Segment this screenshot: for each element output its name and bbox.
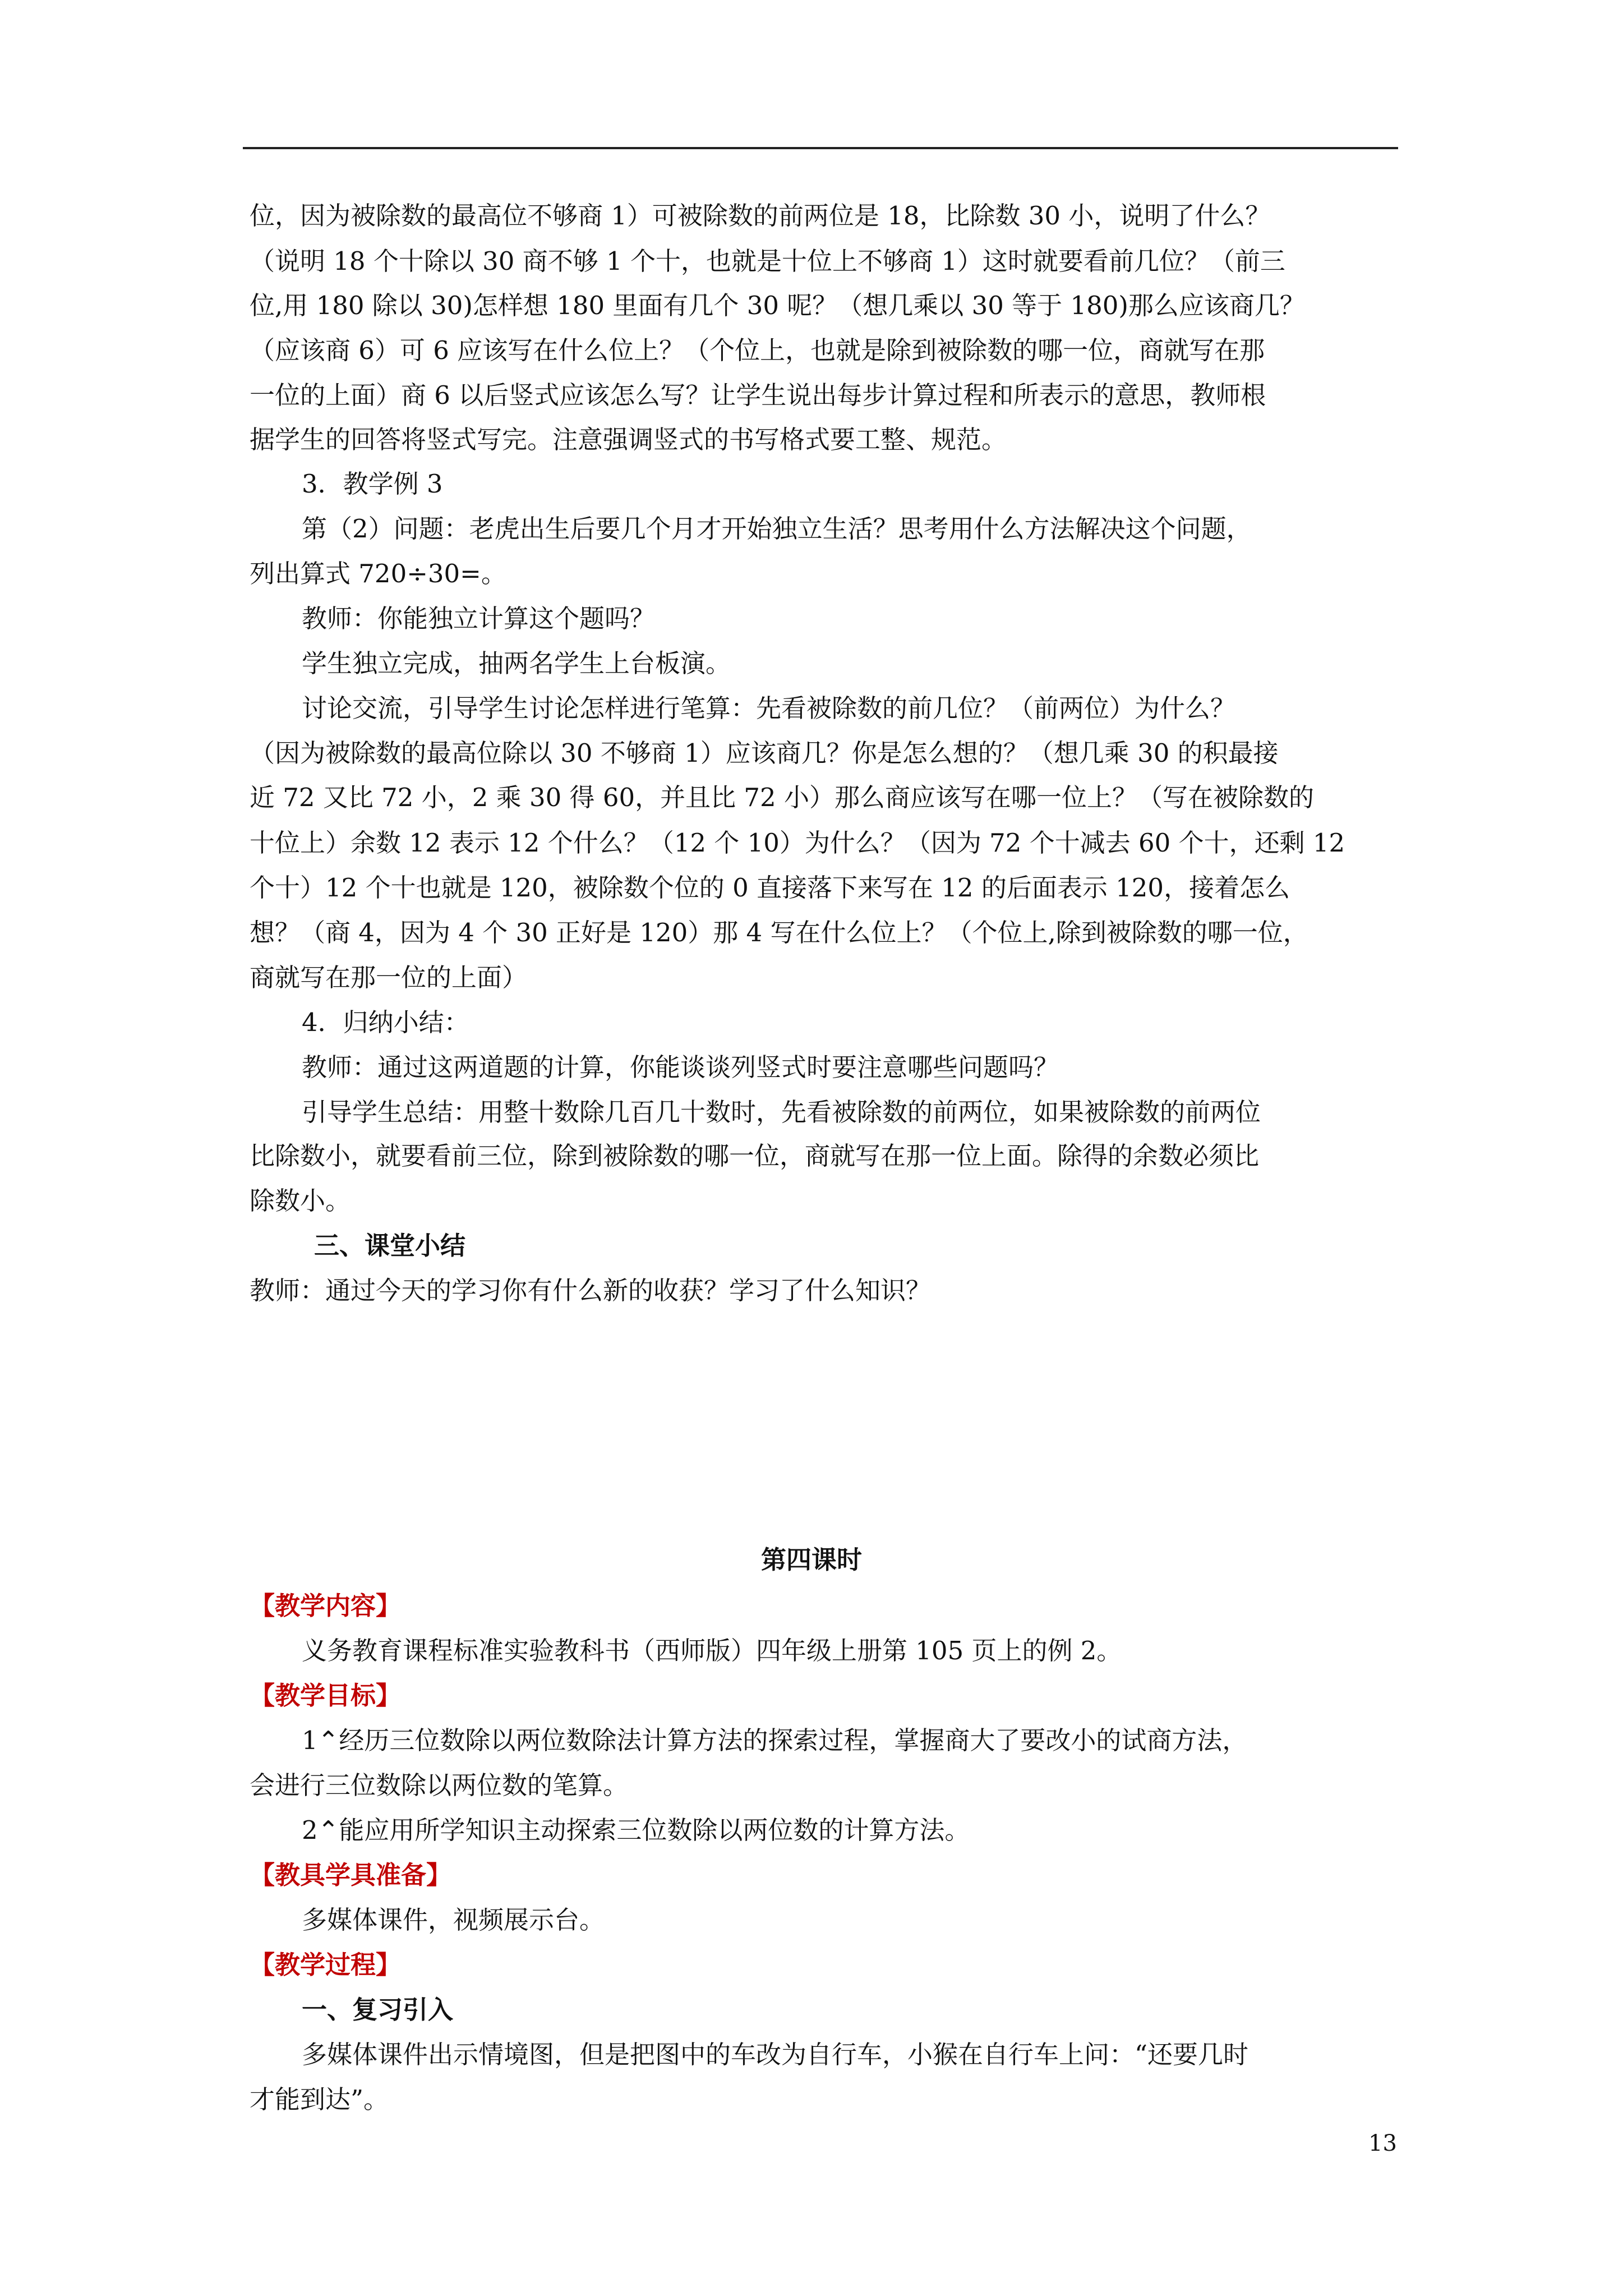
text-line: 才能到达”。	[250, 2085, 389, 2114]
text-line: 一位的上面）商 6 以后竖式应该怎么写？让学生说出每步计算过程和所表示的意思，教师根	[250, 380, 1266, 410]
text-line: 1⌃经历三位数除以两位数除法计算方法的探索过程，掌握商大了要改小的试商方法，	[302, 1726, 1248, 1755]
text-line: 据学生的回答将竖式写完。注意强调竖式的书写格式要工整、规范。	[250, 425, 1007, 454]
text-line: （因为被除数的最高位除以 30 不够商 1）应该商几？你是怎么想的？（想几乘 30 的积最接	[250, 738, 1279, 768]
text-line: 学生独立完成，抽两名学生上台板演。	[302, 648, 731, 678]
text-line: （应该商 6）可 6 应该写在什么位上？（个位上，也就是除到被除数的哪一位，商就写在那	[250, 335, 1265, 365]
text-line: 列出算式 720÷30=。	[250, 559, 506, 588]
page-number: 13	[1368, 2131, 1397, 2156]
review-heading: 一、复习引入	[302, 1995, 454, 2024]
text-line: 教师：通过今天的学习你有什么新的收获？学习了什么知识？	[250, 1276, 932, 1305]
text-line: 教师：你能独立计算这个题吗？	[302, 604, 656, 633]
text-line: 商就写在那一位的上面）	[250, 963, 528, 992]
text-line: 2⌃能应用所学知识主动探索三位数除以两位数的计算方法。	[302, 1815, 970, 1845]
text-line: 教师：通过这两道题的计算，你能谈谈列竖式时要注意哪些问题吗？	[302, 1052, 1059, 1082]
text-line: 引导学生总结：用整十数除几百几十数时，先看被除数的前两位，如果被除数的前两位	[302, 1097, 1261, 1127]
section-label-prep: 【教具学具准备】	[250, 1860, 452, 1890]
text-line: 多媒体课件出示情境图，但是把图中的车改为自行车，小猴在自行车上问：“还要几时	[302, 2040, 1249, 2069]
text-line: 近 72 又比 72 小，2 乘 30 得 60，并且比 72 小）那么商应该写在哪一位上？（写在被除数的	[250, 783, 1314, 812]
text-line: （说明 18 个十除以 30 商不够 1 个十，也就是十位上不够商 1）这时就要看前几位？（前三	[250, 246, 1285, 276]
text-line: 十位上）余数 12 表示 12 个什么？（12 个 10）为什么？（因为 72 个十减去 60 个十，还剩 12	[250, 828, 1345, 858]
text-line: 位，因为被除数的最高位不够商 1）可被除数的前两位是 18，比除数 30 小，说明了什么？	[250, 201, 1271, 231]
example3-heading: 3．教学例 3	[302, 469, 443, 499]
text-line: 比除数小，就要看前三位，除到被除数的哪一位，商就写在那一位上面。除得的余数必须比	[250, 1141, 1260, 1171]
text-line: 会进行三位数除以两位数的笔算。	[250, 1770, 629, 1800]
text-line: 第（2）问题：老虎出生后要几个月才开始独立生活？思考用什么方法解决这个问题，	[302, 514, 1252, 544]
section-label-process: 【教学过程】	[250, 1950, 402, 1980]
text-line: 位,用 180 除以 30)怎样想 180 里面有几个 30 呢？（想几乘以 30 等于 180)那么应该商几？	[250, 291, 1305, 320]
text-line: 多媒体课件，视频展示台。	[302, 1905, 605, 1935]
class-summary-heading: 三、课堂小结	[314, 1231, 466, 1260]
section-label-goals: 【教学目标】	[250, 1681, 402, 1710]
lesson-title: 第四课时	[760, 1545, 862, 1575]
text-line: 讨论交流，引导学生讨论怎样进行笔算：先看被除数的前几位？（前两位）为什么？	[302, 693, 1236, 723]
text-line: 个十）12 个十也就是 120，被除数个位的 0 直接落下来写在 12 的后面表示 120，接着怎么	[250, 873, 1290, 903]
section-label-content: 【教学内容】	[250, 1591, 402, 1621]
summary-heading: 4．归纳小结：	[302, 1007, 469, 1037]
text-line: 想？（商 4，因为 4 个 30 正好是 120）那 4 写在什么位上？（个位上,除到被除数的哪一位，	[250, 918, 1308, 947]
text-line: 义务教育课程标准实验教科书（西师版）四年级上册第 105 页上的例 2。	[302, 1636, 1122, 1665]
text-line: 除数小。	[250, 1186, 351, 1216]
header-rule	[243, 147, 1398, 149]
